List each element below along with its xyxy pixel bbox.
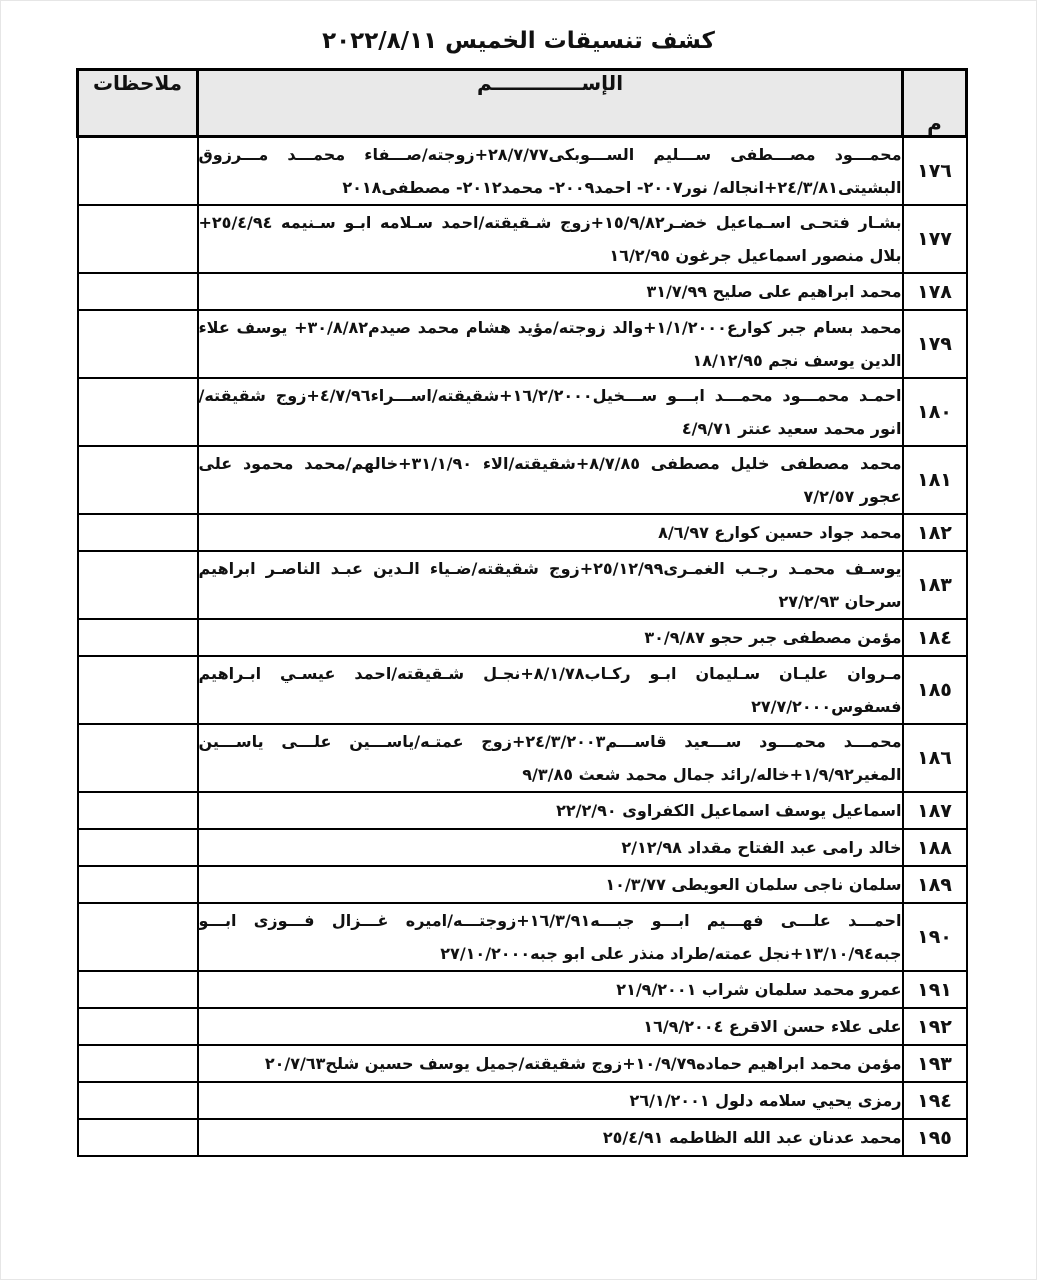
row-number: ١٧٦	[903, 137, 967, 206]
row-number: ١٨٩	[903, 866, 967, 903]
table-row	[78, 137, 967, 206]
table-row	[78, 971, 967, 1008]
coordination-table	[76, 68, 968, 1157]
table-row	[78, 205, 967, 273]
table-row	[78, 1119, 967, 1156]
row-notes	[78, 656, 198, 724]
row-name: عمرو محمد سلمان شراب ٢١/٩/٢٠٠١	[198, 971, 903, 1008]
row-number: ١٨٣	[903, 551, 967, 619]
row-name: احمـد محمـــود محمـــد ابـــو ســـخيل١٦/٢/٢٠٠٠+شقيقته/اســـراء٤/٧/٩٦+زوج شقيقته/انور محمد سعيد عنتر ٤/٩/٧١	[198, 378, 903, 446]
row-notes	[78, 792, 198, 829]
table-row	[78, 724, 967, 792]
table-row	[78, 866, 967, 903]
row-number: ١٨٠	[903, 378, 967, 446]
document-title: كشف تنسيقات الخميس ٢٠٢٢/٨/١١	[322, 28, 715, 54]
table-row	[78, 903, 967, 971]
row-notes	[78, 1119, 198, 1156]
row-name: يوسـف محمـد رجـب الغمـرى٢٥/١٢/٩٩+زوج شقيقته/ضـياء الـدين عبـد الناصـر ابراهيم سرحان ٢٧/٢/٩٣	[198, 551, 903, 619]
row-name: مـروان عليـان سـليمان ابـو ركـاب٨/١/٧٨+نجـل شـقيقته/احمد عيسـي ابـراهيم فسفوس٢٧/٧/٢٠٠٠	[198, 656, 903, 724]
row-number: ١٩٣	[903, 1045, 967, 1082]
row-name: محمـــود مصـــطفى ســـليم الســـوبكى٢٨/٧/٧٧+زوجته/صـــفاء محمـــد مـــرزوق البشيتى٢٤/٣/٨١+انجاله/ نور٢٠٠٧- احمد٢٠٠٩- محمد٢٠١٢- مصطفى٢٠١٨	[198, 137, 903, 206]
table-row	[78, 310, 967, 378]
row-number: ١٨٤	[903, 619, 967, 656]
table-row	[78, 1045, 967, 1082]
row-name: مؤمن مصطفى جبر حجو ٣٠/٩/٨٧	[198, 619, 903, 656]
row-notes	[78, 310, 198, 378]
row-notes	[78, 1045, 198, 1082]
row-number: ١٩١	[903, 971, 967, 1008]
header-name: الإســـــــــــــم	[198, 70, 903, 137]
row-name: محمد مصطفى خليل مصطفى ٨/٧/٨٥+شقيقته/الاء ٣١/١/٩٠+خالهم/محمد محمود على عجور ٧/٢/٥٧	[198, 446, 903, 514]
table-row	[78, 792, 967, 829]
row-notes	[78, 446, 198, 514]
row-notes	[78, 724, 198, 792]
row-name: محمد عدنان عبد الله الظاطمه ٢٥/٤/٩١	[198, 1119, 903, 1156]
row-number: ١٩٥	[903, 1119, 967, 1156]
row-name: مؤمن محمد ابراهيم حماده١٠/٩/٧٩+زوج شقيقته/جميل يوسف حسين شلح٢٠/٧/٦٣	[198, 1045, 903, 1082]
row-name: بشـار فتحـى اسـماعيل خضـر١٥/٩/٨٢+زوج شـقيقته/احمد سـلامه ابـو سـنيمه ٢٥/٤/٩٤+ بلال منصور اسماعيل جرغون ١٦/٢/٩٥	[198, 205, 903, 273]
row-notes	[78, 1008, 198, 1045]
row-name: سلمان ناجى سلمان العويطى ١٠/٣/٧٧	[198, 866, 903, 903]
row-notes	[78, 903, 198, 971]
header-notes: ملاحظات	[78, 70, 198, 137]
row-notes	[78, 1082, 198, 1119]
row-number: ١٨٦	[903, 724, 967, 792]
row-number: ١٩٤	[903, 1082, 967, 1119]
row-name: احمـــد علـــى فهـــيم ابـــو جبـــه١٦/٣/٩١+زوجتـــه/اميره غـــزال فـــوزى ابـــو جبه١٣/١٠/٩٤+نجل عمته/طراد منذر على ابو جبه٢٧/١٠/٢٠٠٠	[198, 903, 903, 971]
row-notes	[78, 829, 198, 866]
row-notes	[78, 866, 198, 903]
table-row	[78, 273, 967, 310]
row-notes	[78, 137, 198, 206]
row-notes	[78, 551, 198, 619]
table-row	[78, 378, 967, 446]
row-name: محمـــد محمـــود ســـعيد قاســـم٢٤/٣/٢٠٠٣+زوج عمتـه/ياســـين علـــى ياســـين المغير١/٩/٩٢+خاله/رائد جمال محمد شعث ٩/٣/٨٥	[198, 724, 903, 792]
table-row	[78, 619, 967, 656]
row-name: خالد رامى عبد الفتاح مقداد ٢/١٢/٩٨	[198, 829, 903, 866]
row-notes	[78, 971, 198, 1008]
row-notes	[78, 514, 198, 551]
row-notes	[78, 619, 198, 656]
table-row	[78, 656, 967, 724]
row-name: محمد ابراهيم على صليح ٣١/٧/٩٩	[198, 273, 903, 310]
row-number: ١٨٨	[903, 829, 967, 866]
row-notes	[78, 205, 198, 273]
row-name: على علاء حسن الاقرع ١٦/٩/٢٠٠٤	[198, 1008, 903, 1045]
row-number: ١٨٧	[903, 792, 967, 829]
row-notes	[78, 273, 198, 310]
row-number: ١٧٨	[903, 273, 967, 310]
table-row	[78, 551, 967, 619]
row-notes	[78, 378, 198, 446]
table-row	[78, 514, 967, 551]
row-number: ١٨٥	[903, 656, 967, 724]
table-row	[78, 446, 967, 514]
row-name: رمزى يحيي سلامه دلول ٢٦/١/٢٠٠١	[198, 1082, 903, 1119]
row-number: ١٩٠	[903, 903, 967, 971]
row-number: ١٩٢	[903, 1008, 967, 1045]
row-number: ١٨١	[903, 446, 967, 514]
row-number: ١٧٩	[903, 310, 967, 378]
row-name: محمد بسام جبر كوارع١/١/٢٠٠٠+والد زوجته/مؤيد هشام محمد صيدم٣٠/٨/٨٢+ يوسف علاء الدين يوسف نجم ١٨/١٢/٩٥	[198, 310, 903, 378]
header-number: م	[903, 70, 967, 137]
table-row	[78, 1008, 967, 1045]
table-row	[78, 829, 967, 866]
row-number: ١٨٢	[903, 514, 967, 551]
row-name: اسماعيل يوسف اسماعيل الكفراوى ٢٢/٢/٩٠	[198, 792, 903, 829]
row-number: ١٧٧	[903, 205, 967, 273]
table-header-row	[78, 70, 967, 137]
table-row	[78, 1082, 967, 1119]
row-name: محمد جواد حسين كوارع ٨/٦/٩٧	[198, 514, 903, 551]
